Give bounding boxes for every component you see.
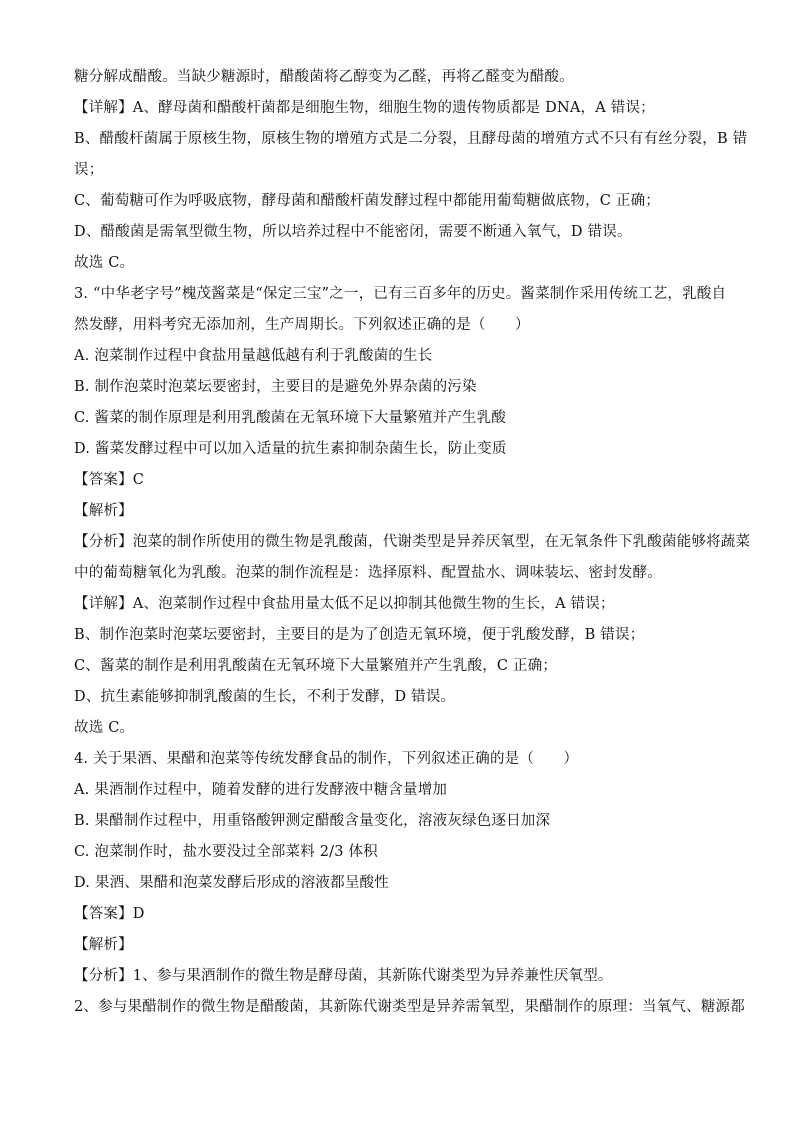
text-line: 2、参与果醋制作的微生物是醋酸菌，其新陈代谢类型是异养需氧型，果醋制作的原理：当氧气、糖源都 [74, 999, 745, 1015]
text-line: D、抗生素能够抑制乳酸菌的生长，不利于发酵，D 错误。 [74, 689, 456, 705]
question-4-stem: 4. 关于果酒、果醋和泡菜等传统发酵食品的制作，下列叙述正确的是（ ） [74, 751, 579, 767]
option-c: C. 泡菜制作时，盐水要没过全部菜料 2/3 体积 [74, 844, 378, 860]
option-b: B. 制作泡菜时泡菜坛要密封，主要目的是避免外界杂菌的污染 [74, 379, 477, 395]
analysis-label: 【解析】 [74, 503, 133, 519]
text-line: 糖分解成醋酸。当缺少糖源时，醋酸菌将乙醇变为乙醛，再将乙醛变为醋酸。 [74, 69, 574, 85]
text-line: D、醋酸菌是需氧型微生物，所以培养过程中不能密闭，需要不断通入氧气，D 错误。 [74, 224, 632, 240]
question-3-stem: 然发酵，用料考究无添加剂，生产周期长。下列叙述正确的是（ ） [74, 317, 530, 333]
text-line: 【分析】1、参与果酒制作的微生物是酵母菌，其新陈代谢类型为异养兼性厌氧型。 [74, 968, 613, 984]
analysis-label: 【解析】 [74, 937, 133, 953]
option-d: D. 果酒、果醋和泡菜发酵后形成的溶液都呈酸性 [74, 875, 389, 891]
text-line: 故选 C。 [74, 255, 135, 271]
option-b: B. 果醋制作过程中，用重铬酸钾测定醋酸含量变化，溶液灰绿色逐日加深 [74, 813, 551, 829]
text-line: 误； [74, 162, 104, 178]
answer-label: 【答案】C [74, 472, 145, 488]
answer-label: 【答案】D [74, 906, 145, 922]
text-line: 【分析】泡菜的制作所使用的微生物是乳酸菌，代谢类型是异养厌氧型，在无氧条件下乳酸菌能够将蔬菜 [74, 534, 751, 550]
text-line: 中的葡萄糖氧化为乳酸。泡菜的制作流程是：选择原料、配置盐水、调味装坛、密封发酵。 [74, 565, 662, 581]
option-c: C. 酱菜的制作原理是利用乳酸菌在无氧环境下大量繁殖并产生乳酸 [74, 410, 506, 426]
question-3-stem: 3. “中华老字号”槐茂酱菜是“保定三宝”之一，已有三百多年的历史。酱菜制作采用传统工艺，乳酸自 [74, 286, 727, 302]
option-a: A. 泡菜制作过程中食盐用量越低越有利于乳酸菌的生长 [74, 348, 433, 364]
option-d: D. 酱菜发酵过程中可以加入适量的抗生素抑制杂菌生长，防止变质 [74, 441, 507, 457]
text-line: B、醋酸杆菌属于原核生物，原核生物的增殖方式是二分裂，且酵母菌的增殖方式不只有有丝分裂，B 错 [74, 131, 748, 147]
text-line: C、葡萄糖可作为呼吸底物，酵母菌和醋酸杆菌发酵过程中都能用葡萄糖做底物，C 正确； [74, 193, 660, 209]
text-line: B、制作泡菜时泡菜坛要密封，主要目的是为了创造无氧环境，便于乳酸发酵，B 错误； [74, 627, 645, 643]
text-line: 【详解】A、泡菜制作过程中食盐用量太低不足以抑制其他微生物的生长，A 错误； [74, 596, 615, 612]
text-line: 故选 C。 [74, 720, 135, 736]
option-a: A. 果酒制作过程中，随着发酵的进行发酵液中糖含量增加 [74, 782, 448, 798]
text-line: 【详解】A、酵母菌和醋酸杆菌都是细胞生物，细胞生物的遗传物质都是 DNA，A 错误； [74, 100, 655, 116]
text-line: C、酱菜的制作是利用乳酸菌在无氧环境下大量繁殖并产生乳酸，C 正确； [74, 658, 558, 674]
